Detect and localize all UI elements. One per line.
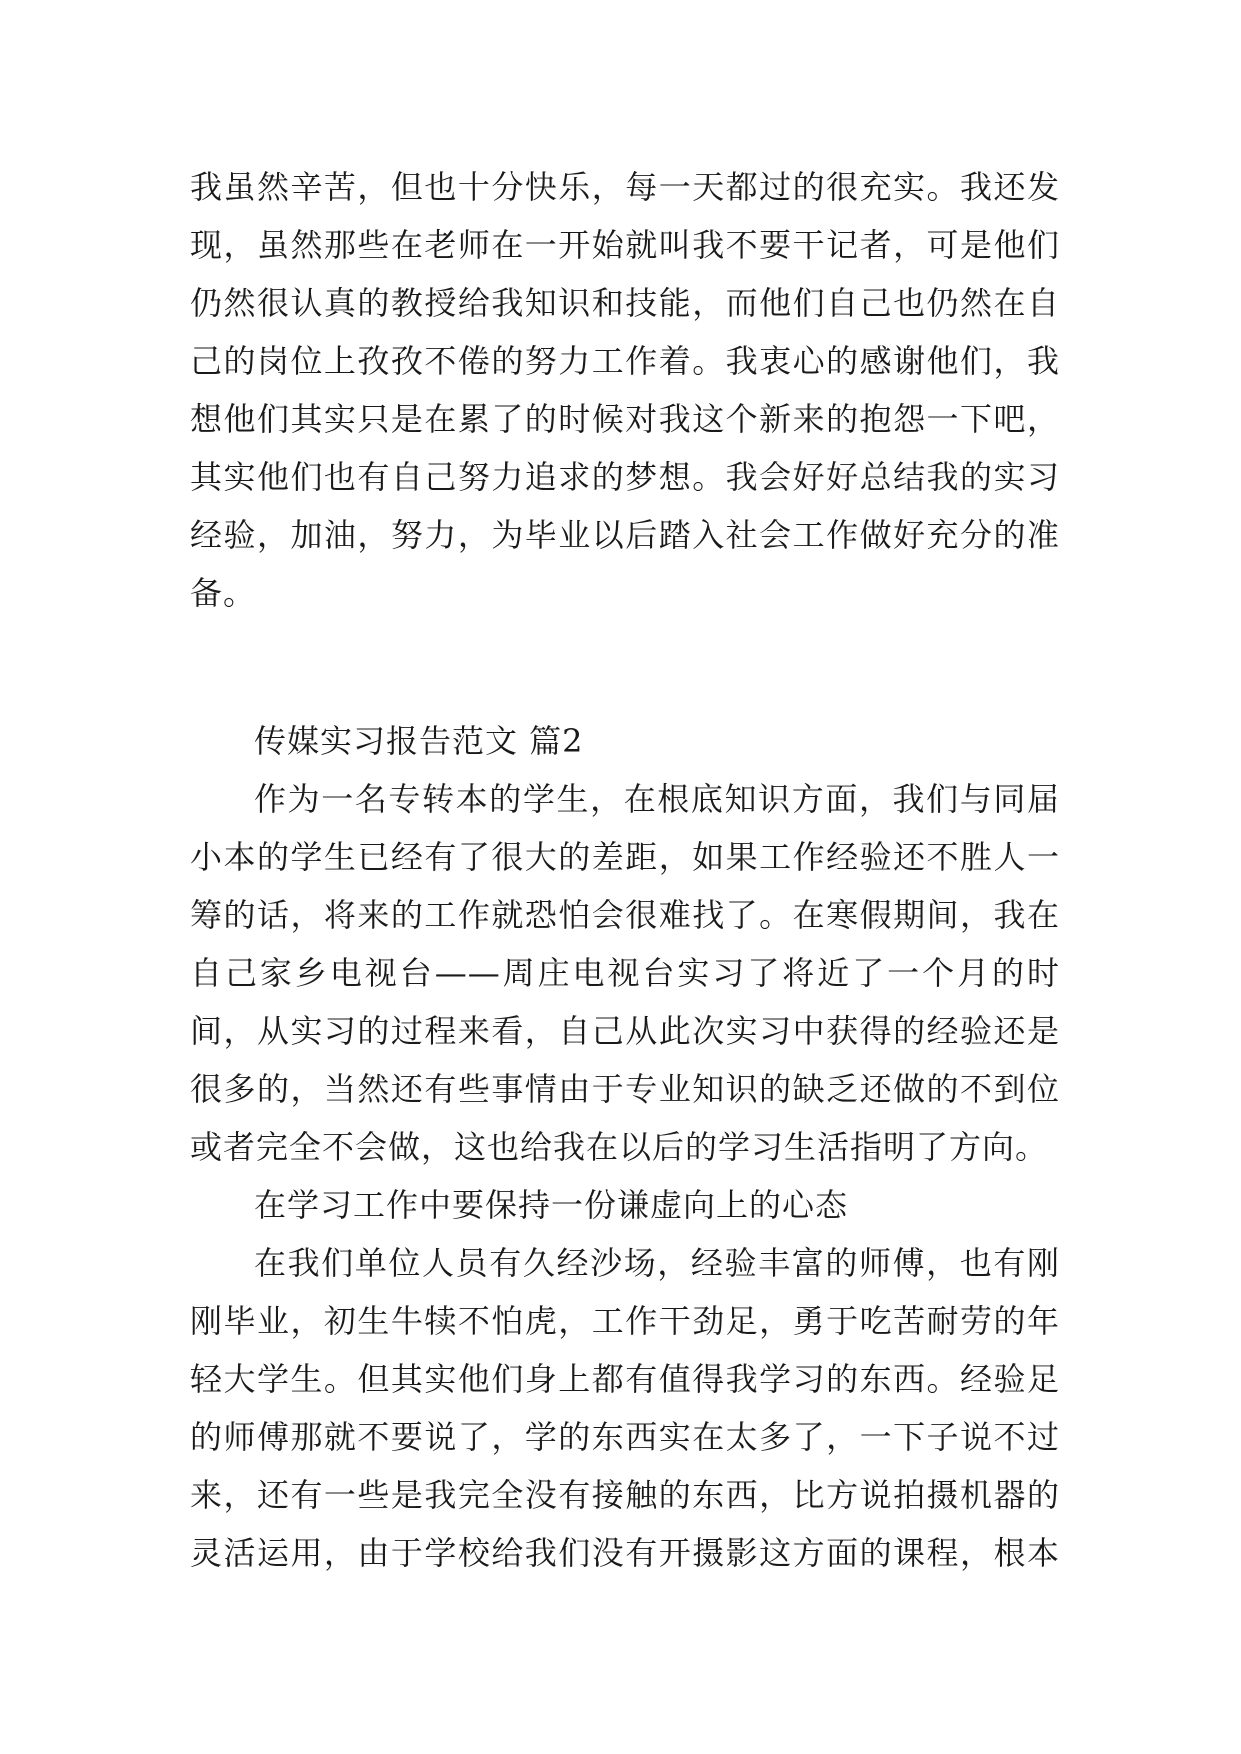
paragraph-line: 间，从实习的过程来看，自己从此次实习中获得的经验还是 (190, 1012, 1060, 1050)
subheading: 在学习工作中要保持一份谦虚向上的心态 (254, 1186, 849, 1224)
paragraph-line: 小本的学生已经有了很大的差距，如果工作经验还不胜人一 (190, 838, 1060, 876)
section-spacer (190, 622, 1060, 712)
paragraph-line: 仍然很认真的教授给我知识和技能，而他们自己也仍然在自 (190, 284, 1060, 322)
paragraph-3 (190, 1234, 1060, 1582)
paragraph-line: 其实他们也有自己努力追求的梦想。我会好好总结我的实习 (190, 458, 1060, 496)
paragraph-line: 自己家乡电视台——周庄电视台实习了将近了一个月的时 (190, 954, 1060, 992)
paragraph-line: 灵活运用，由于学校给我们没有开摄影这方面的课程，根本 (190, 1534, 1060, 1572)
paragraph-line: 我虽然辛苦，但也十分快乐，每一天都过的很充实。我还发 (190, 168, 1060, 206)
paragraph-line: 现，虽然那些在老师在一开始就叫我不要干记者，可是他们 (190, 226, 1060, 264)
document-body (190, 158, 1060, 1582)
paragraph-line: 作为一名专转本的学生，在根底知识方面，我们与同届 (254, 780, 1060, 818)
paragraph-line: 想他们其实只是在累了的时候对我这个新来的抱怨一下吧， (190, 400, 1060, 438)
section-title: 传媒实习报告范文 篇2 (254, 722, 584, 760)
paragraph-line: 经验，加油，努力，为毕业以后踏入社会工作做好充分的准 (190, 516, 1060, 554)
paragraph-line: 或者完全不会做，这也给我在以后的学习生活指明了方向。 (190, 1128, 1049, 1166)
paragraph-line: 刚毕业，初生牛犊不怕虎，工作干劲足，勇于吃苦耐劳的年 (190, 1302, 1060, 1340)
paragraph-line: 的师傅那就不要说了，学的东西实在太多了，一下子说不过 (190, 1418, 1060, 1456)
paragraph-line: 己的岗位上孜孜不倦的努力工作着。我衷心的感谢他们，我 (190, 342, 1060, 380)
paragraph-line: 轻大学生。但其实他们身上都有值得我学习的东西。经验足 (190, 1360, 1060, 1398)
paragraph-line: 在我们单位人员有久经沙场，经验丰富的师傅，也有刚 (254, 1244, 1060, 1282)
paragraph-line: 来，还有一些是我完全没有接触的东西，比方说拍摄机器的 (190, 1476, 1060, 1514)
paragraph-2 (190, 770, 1060, 1176)
paragraph-line: 备。 (190, 574, 257, 612)
paragraph-line: 筹的话，将来的工作就恐怕会很难找了。在寒假期间，我在 (190, 896, 1060, 934)
paragraph-line: 很多的，当然还有些事情由于专业知识的缺乏还做的不到位 (190, 1070, 1060, 1108)
paragraph-1 (190, 158, 1060, 622)
